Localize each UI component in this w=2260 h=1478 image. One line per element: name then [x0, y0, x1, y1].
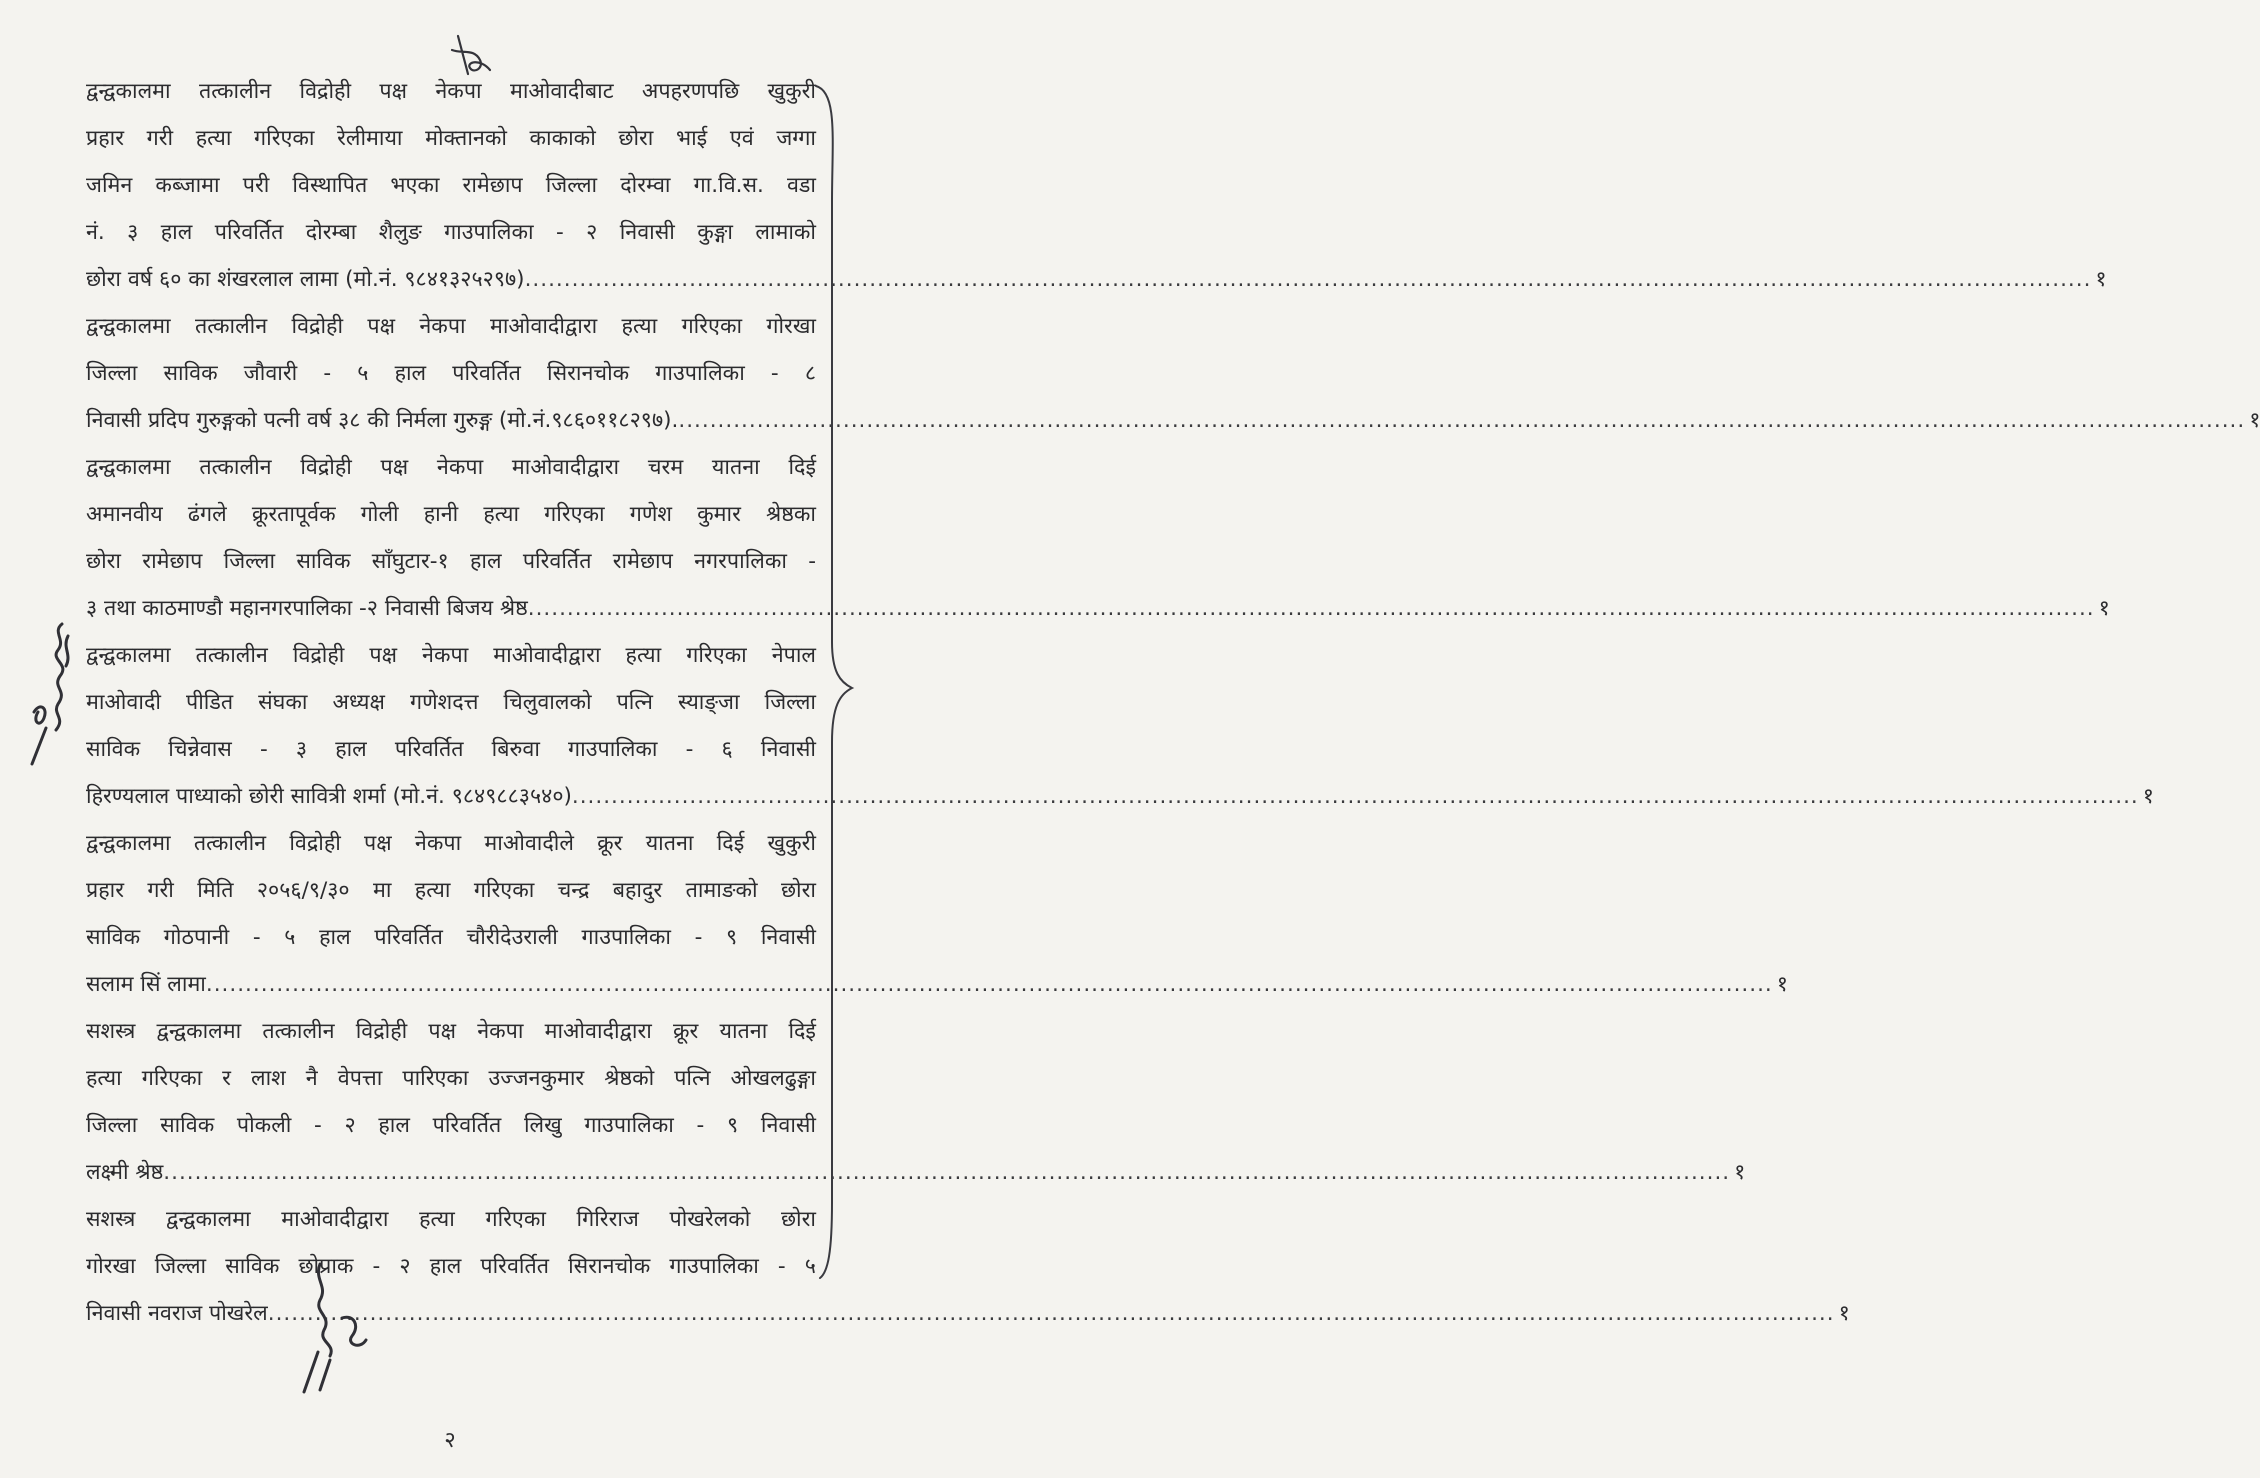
list-entry — [86, 1008, 1746, 1196]
entry-last-line — [86, 256, 2107, 303]
entry-last-text: ३ तथा काठमाण्डौ महानगरपालिका -२ निवासी बिजय श्रेष्ठ — [86, 596, 528, 621]
entry-last-line — [86, 585, 2110, 632]
entry-line: सशस्त्र द्वन्द्वकालमा माओवादीद्वारा हत्या गरिएका गिरिराज पोखरेलको छोरा — [86, 1207, 816, 1232]
entry-line: जमिन कब्जामा परी विस्थापित भएका रामेछाप जिल्ला दोरम्वा गा.वि.स. वडा — [86, 173, 816, 198]
entry-line: छोरा रामेछाप जिल्ला साविक साँघुटार-१ हाल परिवर्तित रामेछाप नगरपालिका - — [86, 549, 816, 574]
entry-count: १ — [2095, 267, 2107, 292]
list-entry — [86, 1196, 1850, 1337]
list-entry — [86, 632, 2154, 820]
entry-last-line — [86, 397, 2260, 444]
entry-line: सशस्त्र द्वन्द्वकालमा तत्कालीन विद्रोही पक्ष नेकपा माओवादीद्वारा क्रूर यातना दिई — [86, 1019, 816, 1044]
entry-last-line — [86, 1290, 1850, 1337]
leader-dots: ........................................................................................................................................................................................................ — [205, 972, 1773, 997]
entry-line: द्वन्द्वकालमा तत्कालीन विद्रोही पक्ष नेकपा माओवादीद्वारा चरम यातना दिई — [86, 455, 816, 480]
leader-dots: ........................................................................................................................................................................................................ — [163, 1160, 1731, 1185]
right-brace-mark — [808, 82, 858, 1282]
entry-line: द्वन्द्वकालमा तत्कालीन विद्रोही पक्ष नेकपा माओवादीले क्रूर यातना दिई खुकुरी — [86, 831, 816, 856]
entry-line: अमानवीय ढंगले क्रूरतापूर्वक गोली हानी हत्या गरिएका गणेश कुमार श्रेष्ठका — [86, 502, 816, 527]
entry-line: साविक चिन्नेवास - ३ हाल परिवर्तित बिरुवा गाउपालिका - ६ निवासी — [86, 737, 816, 762]
entry-line: जिल्ला साविक जौवारी - ५ हाल परिवर्तित सिरानचोक गाउपालिका - ८ — [86, 361, 816, 386]
list-entry — [86, 68, 2107, 303]
leader-dots: ........................................................................................................................................................................................................ — [524, 267, 2092, 292]
left-margin-signature — [22, 618, 84, 768]
entry-line: जिल्ला साविक पोकली - २ हाल परिवर्तित लिखु गाउपालिका - ९ निवासी — [86, 1113, 816, 1138]
list-entry — [86, 303, 2260, 444]
entry-count: १ — [1838, 1301, 1850, 1326]
entry-line: गोरखा जिल्ला साविक छोप्राक - २ हाल परिवर्तित सिरानचोक गाउपालिका - ५ — [86, 1254, 816, 1279]
entry-last-text: निवासी प्रदिप गुरुङ्गको पत्नी वर्ष ३८ की निर्मला गुरुङ्ग (मो.नं.९८६०११८२९७). — [86, 408, 679, 433]
entry-line: माओवादी पीडित संघका अध्यक्ष गणेशदत्त चिलुवालको पत्नि स्याङ्जा जिल्ला — [86, 690, 816, 715]
entry-line: द्वन्द्वकालमा तत्कालीन विद्रोही पक्ष नेकपा माओवादीबाट अपहरणपछि खुकुरी — [86, 79, 816, 104]
list-entry — [86, 820, 1788, 1008]
entry-line: हत्या गरिएका र लाश नै वेपत्ता पारिएका उज्जनकुमार श्रेष्ठको पत्नि ओखलढुङ्गा — [86, 1066, 816, 1091]
entry-count: १ — [1776, 972, 1788, 997]
entry-last-text: छोरा वर्ष ६० का शंखरलाल लामा (मो.नं. ९८४१३२५२९७) — [86, 267, 525, 292]
entry-last-text: निवासी नवराज पोखरेल — [86, 1301, 268, 1326]
entry-line: प्रहार गरी मिति २०५६/९/३० मा हत्या गरिएका चन्द्र बहादुर तामाङको छोरा — [86, 878, 816, 903]
entry-count: १ — [1734, 1160, 1746, 1185]
entry-line: द्वन्द्वकालमा तत्कालीन विद्रोही पक्ष नेकपा माओवादीद्वारा हत्या गरिएका गोरखा — [86, 314, 816, 339]
leader-dots: ........................................................................................................................................................................................................ — [527, 596, 2095, 621]
entry-last-line — [86, 1149, 1746, 1196]
entry-line: प्रहार गरी हत्या गरिएका रेलीमाया मोक्तानको काकाको छोरा भाई एवं जग्गा — [86, 126, 816, 151]
entry-line: नं. ३ हाल परिवर्तित दोरम्बा शैलुङ गाउपालिका - २ निवासी कुङ्गा लामाको — [86, 220, 816, 245]
entry-last-text: सलाम सिं लामा — [86, 972, 206, 997]
leader-dots: ........................................................................................................................................................................................................ — [678, 408, 2246, 433]
entry-count: १ — [2098, 596, 2110, 621]
list-entry — [86, 444, 2110, 632]
page-number: २ — [444, 1428, 456, 1453]
entry-line: साविक गोठपानी - ५ हाल परिवर्तित चौरीदेउराली गाउपालिका - ९ निवासी — [86, 925, 816, 950]
leader-dots: ........................................................................................................................................................................................................ — [267, 1301, 1835, 1326]
entry-count: १ — [2249, 408, 2260, 433]
entry-last-line — [86, 961, 1788, 1008]
bottom-signature — [290, 1256, 380, 1396]
entry-last-text: लक्ष्मी श्रेष्ठ — [86, 1160, 164, 1185]
leader-dots: ........................................................................................................................................................................................................ — [571, 784, 2139, 809]
victim-list — [86, 68, 2260, 1337]
entry-line: द्वन्द्वकालमा तत्कालीन विद्रोही पक्ष नेकपा माओवादीद्वारा हत्या गरिएका नेपाल — [86, 643, 816, 668]
entry-last-line — [86, 773, 2154, 820]
entry-count: १ — [2142, 784, 2154, 809]
entry-last-text: हिरण्यलाल पाध्याको छोरी सावित्री शर्मा (मो.नं. ९८४९८८३५४०) — [86, 784, 572, 809]
